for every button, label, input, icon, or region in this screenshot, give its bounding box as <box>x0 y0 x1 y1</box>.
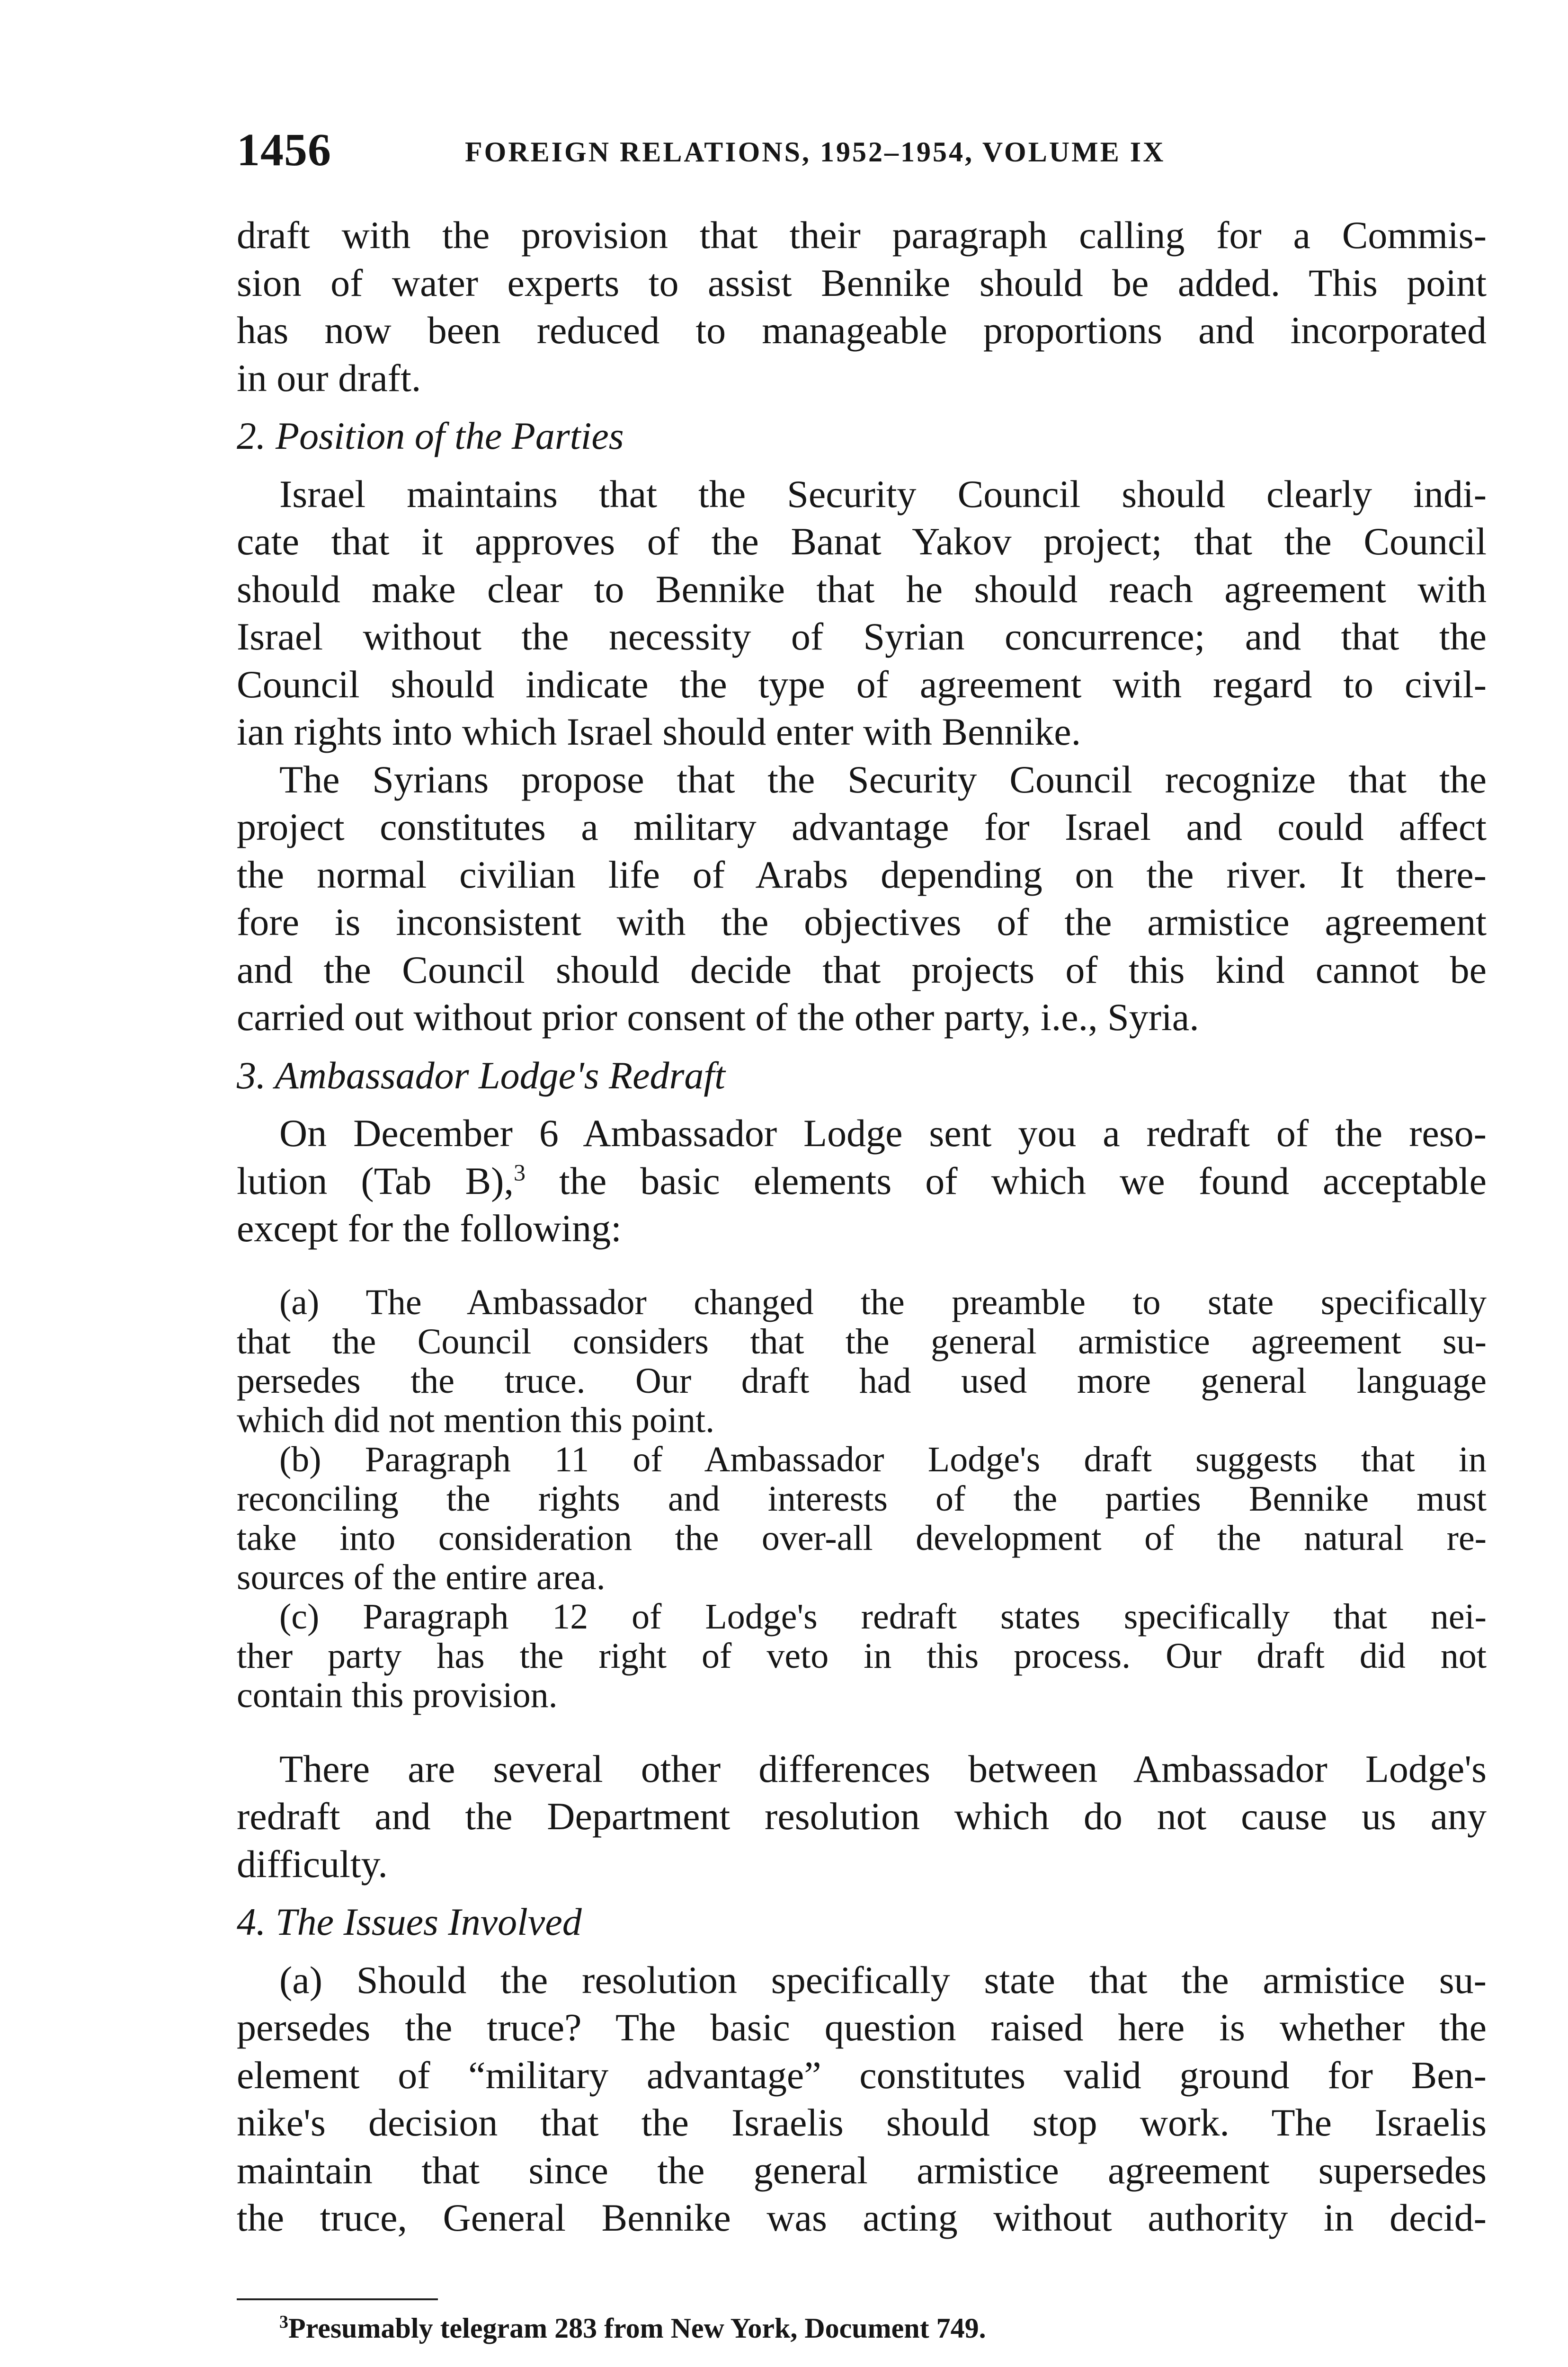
text-line: The Syrians propose that the Security Council recognize that the <box>279 757 1487 801</box>
footnote <box>279 2309 986 2347</box>
text-line: Israel maintains that the Security Council should clearly indi- <box>279 472 1487 516</box>
text-line: draft with the provision that their paragraph calling for a Commis- <box>237 214 1487 257</box>
text-line: There are several other differences between Ambassador Lodge's <box>279 1747 1487 1790</box>
paragraph-other-differences <box>237 1745 1487 1888</box>
list-item-b <box>237 1440 1487 1597</box>
paragraph-syrian-position <box>237 756 1487 1041</box>
text-line: maintain that since the general armistice agreement supersedes <box>237 2148 1487 2192</box>
footnote-rule <box>237 2298 438 2300</box>
list-item-c <box>237 1597 1487 1715</box>
text-line: sources of the entire area. <box>237 1557 606 1597</box>
text-line: ian rights into which Israel should enter with Bennike. <box>237 710 1081 753</box>
paragraph-continued <box>237 212 1487 402</box>
text-line: has now been reduced to manageable proportions and incorporated <box>237 309 1487 352</box>
text-line: carried out without prior consent of the other party, i.e., Syria. <box>237 996 1199 1039</box>
text-line: redraft and the Department resolution which do not cause us any <box>237 1795 1487 1838</box>
text-line: (b) Paragraph 11 of Ambassador Lodge's draft suggests that in <box>279 1440 1487 1479</box>
paragraph-issues <box>237 1957 1487 2242</box>
text-line: in our draft. <box>237 356 421 400</box>
text-line: except for the following: <box>237 1207 622 1250</box>
text-line: Council should indicate the type of agreement with regard to civil- <box>237 662 1487 706</box>
footnote-marker: 3 <box>279 2312 288 2332</box>
text-line: persedes the truce? The basic question raised here is whether the <box>237 2006 1487 2049</box>
text-line: Israel without the necessity of Syrian concurrence; and that the <box>237 615 1487 658</box>
running-title: FOREIGN RELATIONS, 1952–1954, VOLUME IX <box>465 136 1166 168</box>
text-line: lution (Tab B),$^3$ the basic elements of which we found acceptable <box>237 1159 1487 1202</box>
text-line: (a) Should the resolution specifically state that the armistice su- <box>279 1958 1487 2002</box>
text-line: should make clear to Bennike that he should reach agreement with <box>237 567 1487 611</box>
text-line: the normal civilian life of Arabs depending on the river. It there- <box>237 853 1487 896</box>
section-heading-lodge-redraft: 3. Ambassador Lodge's Redraft <box>237 1053 725 1097</box>
text-line: persedes the truce. Our draft had used more general language <box>237 1361 1487 1401</box>
text-line: which did not mention this point. <box>237 1400 715 1440</box>
paragraph-lodge-redraft <box>237 1110 1487 1253</box>
footnote-text: Presumably telegram 283 from New York, Document 749. <box>288 2313 986 2344</box>
text-line: that the Council considers that the general armistice agreement su- <box>237 1322 1487 1361</box>
text-line: element of “military advantage” constitutes valid ground for Ben- <box>237 2053 1487 2097</box>
text-line: the truce, General Bennike was acting without authority in decid- <box>237 2196 1487 2239</box>
text-line: cate that it approves of the Banat Yakov project; that the Council <box>237 520 1487 563</box>
section-heading-position-of-parties: 2. Position of the Parties <box>237 414 624 457</box>
text-line: project constitutes a military advantage for Israel and could affect <box>237 805 1487 848</box>
text-line: contain this provision. <box>237 1675 558 1715</box>
text-line: difficulty. <box>237 1842 388 1886</box>
text-line: (a) The Ambassador changed the preamble to state specifically <box>279 1282 1487 1322</box>
text-line: (c) Paragraph 12 of Lodge's redraft states specifically that nei- <box>279 1597 1487 1637</box>
text-line: and the Council should decide that projects of this kind cannot be <box>237 948 1487 991</box>
paragraph-israel-position <box>237 471 1487 756</box>
text-line: sion of water experts to assist Bennike should be added. This point <box>237 261 1487 304</box>
section-heading-issues-involved: 4. The Issues Involved <box>237 1900 582 1943</box>
text-line: reconciling the rights and interests of the parties Bennike must <box>237 1479 1487 1519</box>
text-line: fore is inconsistent with the objectives of the armistice agreement <box>237 900 1487 943</box>
text-line: On December 6 Ambassador Lodge sent you a redraft of the reso- <box>279 1112 1487 1155</box>
text-line: nike's decision that the Israelis should stop work. The Israelis <box>237 2101 1487 2144</box>
list-item-a <box>237 1283 1487 1440</box>
text-line: ther party has the right of veto in this process. Our draft did not <box>237 1636 1487 1676</box>
document-body <box>237 212 1487 2242</box>
page-number: 1456 <box>237 125 331 176</box>
text-line: take into consideration the over-all development of the natural re- <box>237 1518 1487 1558</box>
footnote-reference: 3 <box>514 1159 526 1186</box>
page-header <box>237 124 1515 176</box>
